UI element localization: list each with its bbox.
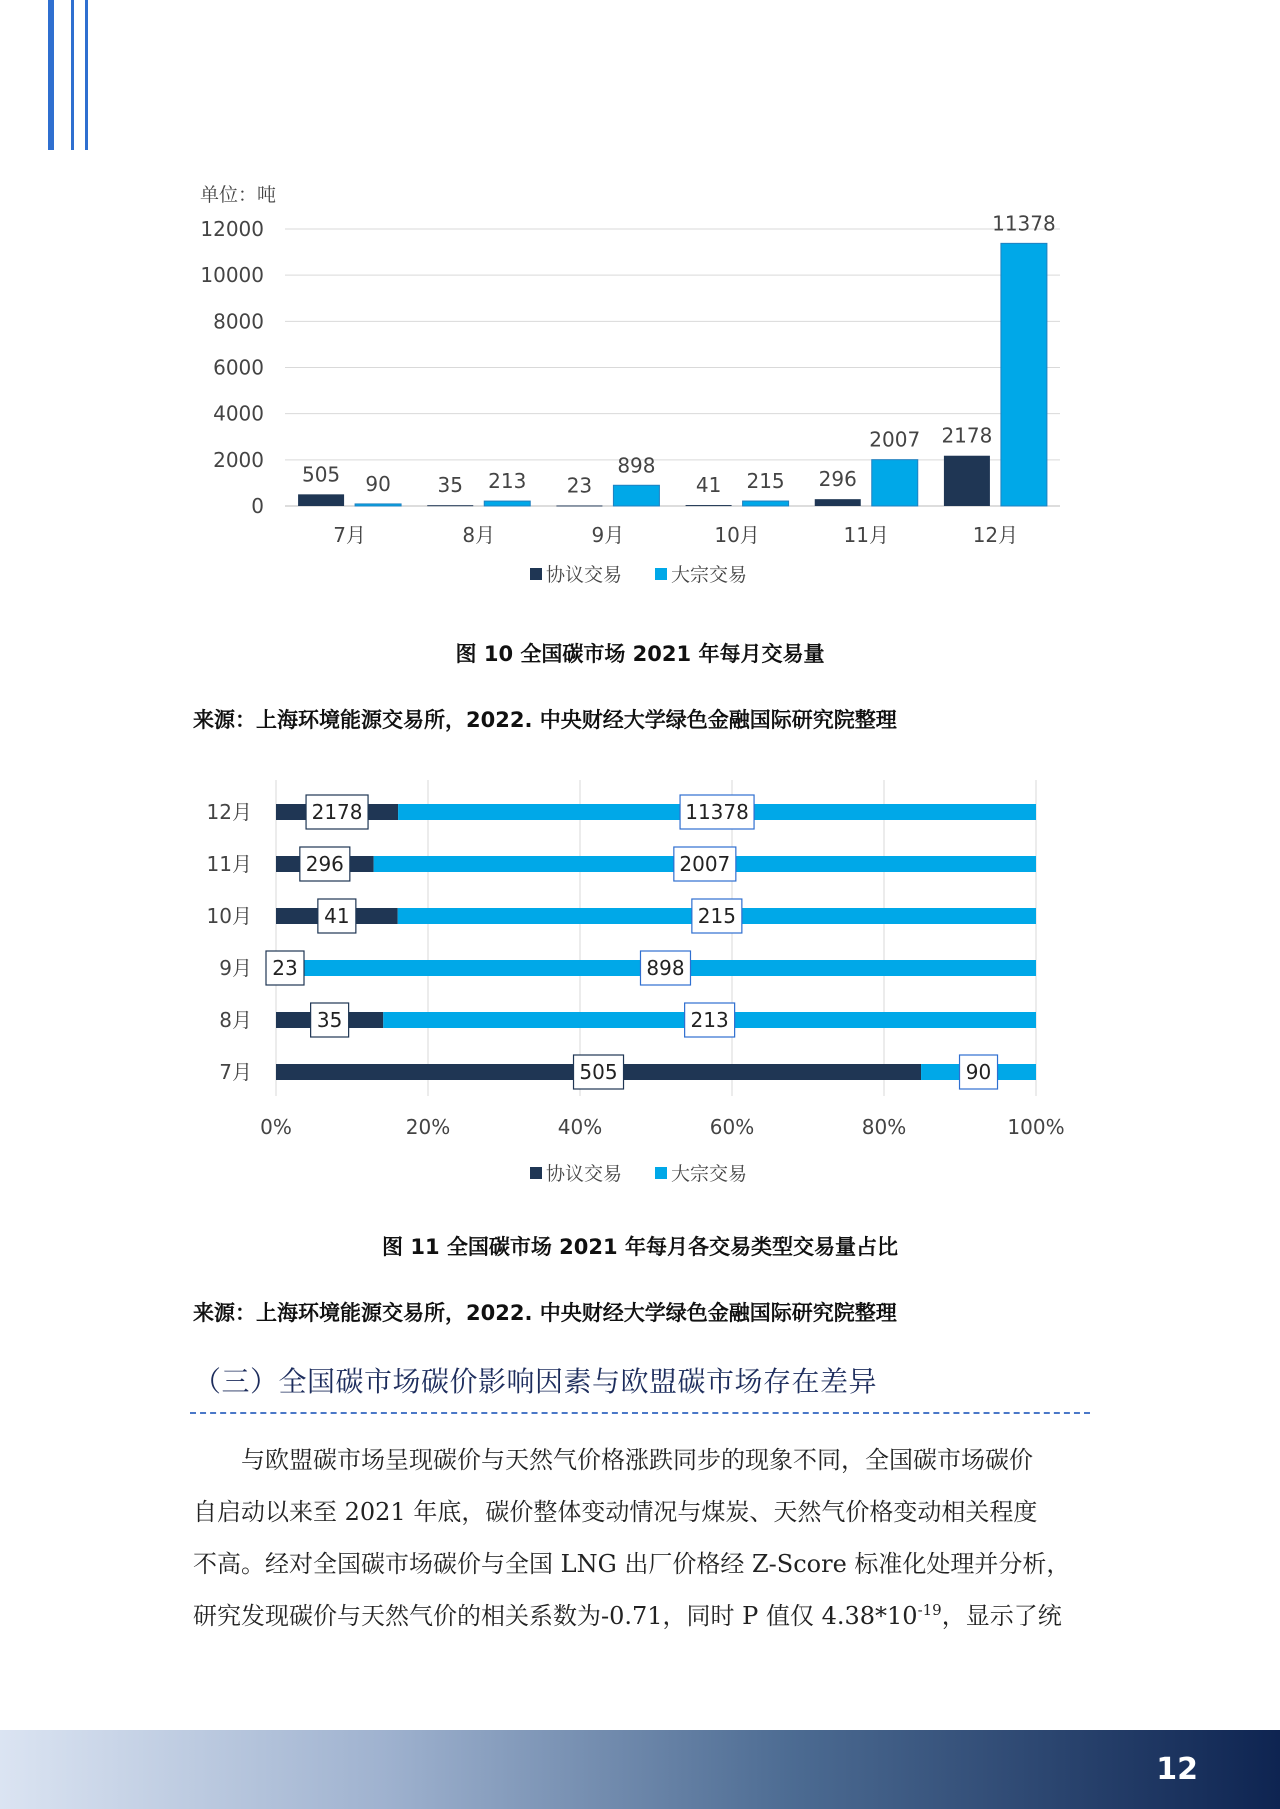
data-label: 898 [646, 956, 685, 980]
x-tick-label: 12月 [972, 523, 1019, 547]
data-label: 90 [965, 1060, 992, 1084]
data-label: 2007 [679, 852, 731, 876]
legend-swatch [655, 1167, 667, 1179]
data-label: 898 [617, 453, 656, 478]
paragraph-line-4 [193, 1596, 1086, 1631]
y-tick-label: 4000 [213, 401, 264, 426]
paragraph-line-4-text: 研究发现碳价与天然气价的相关系数为-0.71，同时 P 值仅 4.38*10 [193, 1602, 918, 1630]
x-tick-label: 20% [405, 1115, 451, 1139]
exponent: -19 [917, 1601, 942, 1619]
page-footer [0, 1730, 1280, 1809]
y-tick-label: 9月 [219, 956, 252, 980]
data-label: 2178 [311, 800, 363, 824]
y-tick-label: 7月 [219, 1060, 252, 1084]
data-label: 23 [566, 473, 593, 498]
data-label: 215 [746, 469, 785, 494]
x-tick-label: 7月 [333, 523, 366, 547]
data-label: 41 [324, 904, 350, 928]
figure-10-source: 来源：上海环境能源交易所，2022. 中央财经大学绿色金融国际研究院整理 [193, 708, 897, 732]
data-label: 35 [316, 1008, 343, 1032]
y-tick-label: 10000 [200, 263, 264, 288]
y-tick-label: 6000 [213, 355, 264, 380]
data-label: 296 [305, 852, 344, 876]
figure-11-caption: 图 11 全国碳市场 2021 年每月各交易类型交易量占比 [382, 1235, 898, 1259]
x-tick-label: 11月 [843, 523, 889, 547]
x-tick-label: 10月 [714, 523, 760, 547]
y-tick-label: 8000 [213, 309, 264, 334]
x-tick-label: 8月 [462, 523, 496, 547]
data-label: 41 [695, 473, 722, 498]
paragraph-line-2: 自启动以来至 2021 年底，碳价整体变动情况与煤炭、天然气价格变动相关程度 [193, 1498, 1038, 1526]
data-label: 2178 [941, 423, 993, 448]
data-label: 505 [301, 462, 341, 487]
data-label: 11378 [685, 800, 749, 824]
data-label: 2007 [869, 427, 921, 452]
x-tick-label: 40% [557, 1115, 603, 1139]
legend-label: 协议交易 [546, 1163, 623, 1185]
data-label: 215 [697, 904, 736, 928]
legend-label: 大宗交易 [671, 1163, 748, 1185]
paragraph-line-4-tail: ，显示了统 [941, 1602, 1062, 1630]
data-label: 11378 [992, 211, 1056, 236]
data-label: 213 [690, 1008, 729, 1032]
legend-label: 协议交易 [546, 564, 623, 586]
x-tick-label: 100% [1007, 1115, 1065, 1139]
section-divider [190, 1412, 1090, 1414]
page-number: 12 [1156, 1752, 1198, 1787]
x-tick-label: 0% [260, 1115, 292, 1139]
y-tick-label: 11月 [206, 852, 252, 876]
y-tick-label: 10月 [206, 904, 252, 928]
paragraph-line-3: 不高。经对全国碳市场碳价与全国 LNG 出厂价格经 Z-Score 标准化处理并分析， [193, 1550, 1071, 1578]
section-heading: （三）全国碳市场碳价影响因素与欧盟碳市场存在差异 [193, 1365, 878, 1398]
data-label: 505 [579, 1060, 618, 1084]
x-tick-label: 80% [861, 1115, 907, 1139]
y-tick-label: 8月 [219, 1008, 252, 1032]
paragraph-line-1: 与欧盟碳市场呈现碳价与天然气价格涨跌同步的现象不同，全国碳市场碳价 [193, 1446, 1033, 1474]
y-tick-label: 2000 [213, 447, 264, 472]
figure-10-caption: 图 10 全国碳市场 2021 年每月交易量 [455, 642, 825, 666]
figure-11-source: 来源：上海环境能源交易所，2022. 中央财经大学绿色金融国际研究院整理 [193, 1301, 897, 1325]
data-label: 35 [437, 473, 463, 498]
x-tick-label: 9月 [591, 523, 625, 547]
legend-label: 大宗交易 [671, 564, 748, 586]
data-label: 23 [272, 956, 298, 980]
y-tick-label: 12月 [206, 800, 252, 824]
y-tick-label: 0 [251, 494, 264, 518]
data-label: 296 [818, 467, 857, 492]
legend-swatch [530, 1167, 542, 1179]
data-label: 213 [488, 469, 527, 494]
y-tick-label: 12000 [200, 217, 264, 241]
y-unit-label: 单位：吨 [200, 184, 277, 206]
data-label: 90 [365, 471, 391, 496]
x-tick-label: 60% [709, 1115, 755, 1139]
